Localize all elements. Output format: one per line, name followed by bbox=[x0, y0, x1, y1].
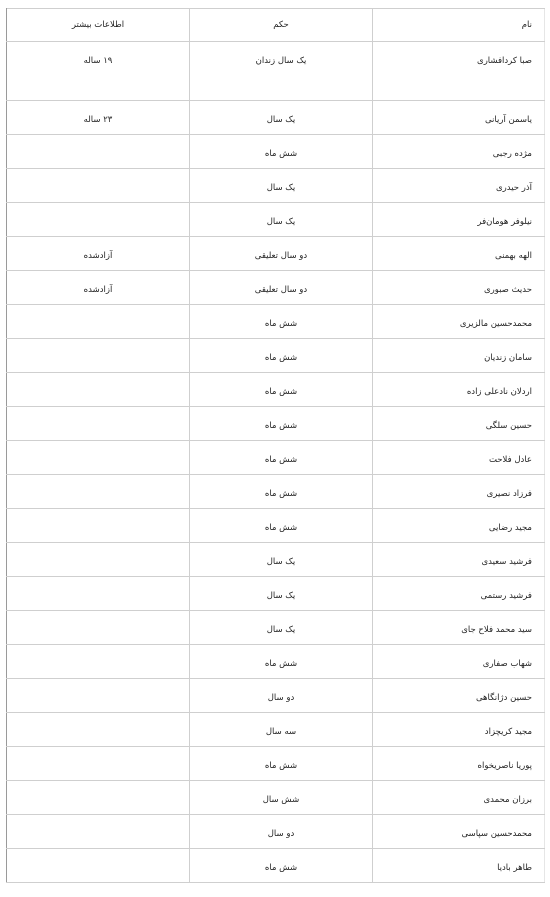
more-info-cell bbox=[7, 645, 190, 679]
name-cell: سامان زندیان bbox=[373, 339, 545, 373]
table-body bbox=[7, 42, 545, 883]
sentence-cell: یک سال bbox=[190, 203, 373, 237]
more-info-cell bbox=[7, 509, 190, 543]
table-row bbox=[7, 373, 545, 407]
table-row bbox=[7, 475, 545, 509]
name-cell: طاهر بادیا bbox=[373, 849, 545, 883]
header-more-info: اطلاعات بیشتر bbox=[7, 9, 190, 42]
sentence-cell: یک سال bbox=[190, 611, 373, 645]
name-cell: یاسمن آریانی bbox=[373, 101, 545, 135]
sentence-cell: شش ماه bbox=[190, 305, 373, 339]
name-cell: فرشید سعیدی bbox=[373, 543, 545, 577]
name-cell: حسین سلگی bbox=[373, 407, 545, 441]
name-cell: محمدحسین مالزیری bbox=[373, 305, 545, 339]
name-cell: مژده رجبی bbox=[373, 135, 545, 169]
sentence-cell: شش ماه bbox=[190, 849, 373, 883]
more-info-cell bbox=[7, 135, 190, 169]
table-row bbox=[7, 271, 545, 305]
more-info-cell bbox=[7, 781, 190, 815]
more-info-cell: ۱۹ ساله bbox=[7, 42, 190, 101]
name-cell: شهاب صفاری bbox=[373, 645, 545, 679]
more-info-cell bbox=[7, 441, 190, 475]
more-info-cell bbox=[7, 407, 190, 441]
sentence-cell: شش سال bbox=[190, 781, 373, 815]
sentence-cell: دو سال bbox=[190, 679, 373, 713]
sentences-table-container bbox=[6, 8, 544, 883]
name-cell: برزان محمدی bbox=[373, 781, 545, 815]
name-cell: الهه بهمنی bbox=[373, 237, 545, 271]
more-info-cell bbox=[7, 475, 190, 509]
header-name: نام bbox=[373, 9, 545, 42]
more-info-cell: آزادشده bbox=[7, 237, 190, 271]
table-row bbox=[7, 849, 545, 883]
name-cell: عادل فلاحت bbox=[373, 441, 545, 475]
more-info-cell bbox=[7, 373, 190, 407]
sentence-cell: شش ماه bbox=[190, 441, 373, 475]
more-info-cell bbox=[7, 577, 190, 611]
name-cell: اردلان نادعلی زاده bbox=[373, 373, 545, 407]
table-row bbox=[7, 509, 545, 543]
table-row bbox=[7, 305, 545, 339]
sentence-cell: یک سال زندان bbox=[190, 42, 373, 101]
header-sentence: حکم bbox=[190, 9, 373, 42]
name-cell: فرزاد نصیری bbox=[373, 475, 545, 509]
more-info-cell: آزادشده bbox=[7, 271, 190, 305]
sentence-cell: شش ماه bbox=[190, 373, 373, 407]
more-info-cell: ۲۳ ساله bbox=[7, 101, 190, 135]
more-info-cell bbox=[7, 203, 190, 237]
table-row bbox=[7, 611, 545, 645]
name-cell: آذر حیدری bbox=[373, 169, 545, 203]
table-row bbox=[7, 679, 545, 713]
name-cell: حسین دژانگاهی bbox=[373, 679, 545, 713]
table-row bbox=[7, 441, 545, 475]
more-info-cell bbox=[7, 815, 190, 849]
name-cell: سید محمد فلاح جای bbox=[373, 611, 545, 645]
name-cell: پوریا ناصریخواه bbox=[373, 747, 545, 781]
sentence-cell: یک سال bbox=[190, 169, 373, 203]
name-cell: محمدحسین سپاسی bbox=[373, 815, 545, 849]
name-cell: حدیث صبوری bbox=[373, 271, 545, 305]
sentence-cell: یک سال bbox=[190, 101, 373, 135]
name-cell: نیلوفر هومان‌فر bbox=[373, 203, 545, 237]
sentence-cell: شش ماه bbox=[190, 407, 373, 441]
more-info-cell bbox=[7, 543, 190, 577]
table-row bbox=[7, 135, 545, 169]
sentence-cell: دو سال تعلیقی bbox=[190, 271, 373, 305]
sentence-cell: سه سال bbox=[190, 713, 373, 747]
sentence-cell: شش ماه bbox=[190, 475, 373, 509]
table-row bbox=[7, 169, 545, 203]
table-row bbox=[7, 645, 545, 679]
table-row bbox=[7, 101, 545, 135]
more-info-cell bbox=[7, 713, 190, 747]
table-row bbox=[7, 747, 545, 781]
table-header-row bbox=[7, 9, 545, 42]
name-cell: مجید کریچزاد bbox=[373, 713, 545, 747]
more-info-cell bbox=[7, 305, 190, 339]
sentence-cell: شش ماه bbox=[190, 509, 373, 543]
sentence-cell: شش ماه bbox=[190, 747, 373, 781]
sentence-cell: دو سال تعلیقی bbox=[190, 237, 373, 271]
name-cell: صبا کردافشاری bbox=[373, 42, 545, 101]
table-row bbox=[7, 815, 545, 849]
table-row bbox=[7, 407, 545, 441]
sentence-cell: دو سال bbox=[190, 815, 373, 849]
sentence-cell: شش ماه bbox=[190, 135, 373, 169]
table-row bbox=[7, 713, 545, 747]
table-row bbox=[7, 42, 545, 101]
table-row bbox=[7, 543, 545, 577]
more-info-cell bbox=[7, 849, 190, 883]
more-info-cell bbox=[7, 611, 190, 645]
more-info-cell bbox=[7, 339, 190, 373]
sentence-cell: شش ماه bbox=[190, 645, 373, 679]
table-row bbox=[7, 203, 545, 237]
more-info-cell bbox=[7, 169, 190, 203]
sentence-cell: شش ماه bbox=[190, 339, 373, 373]
table-row bbox=[7, 237, 545, 271]
name-cell: مجید رضایی bbox=[373, 509, 545, 543]
sentences-table bbox=[6, 8, 545, 883]
more-info-cell bbox=[7, 679, 190, 713]
table-row bbox=[7, 339, 545, 373]
sentence-cell: یک سال bbox=[190, 543, 373, 577]
table-row bbox=[7, 577, 545, 611]
table-row bbox=[7, 781, 545, 815]
more-info-cell bbox=[7, 747, 190, 781]
name-cell: فرشید رستمی bbox=[373, 577, 545, 611]
sentence-cell: یک سال bbox=[190, 577, 373, 611]
